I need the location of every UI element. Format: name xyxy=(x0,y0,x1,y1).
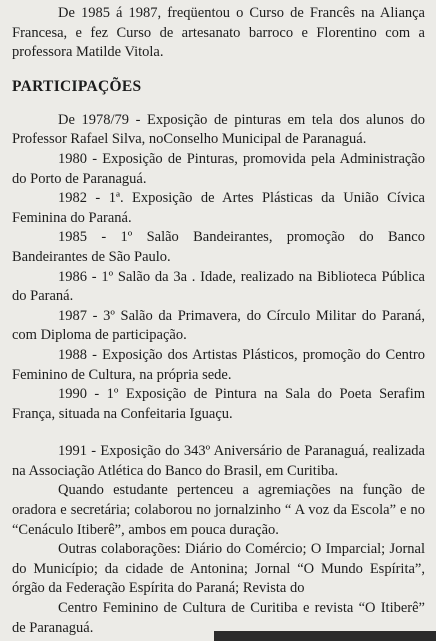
list-item: 1986 - 1º Salão da 3a . Idade, realizado na Biblioteca Pública do Paraná. xyxy=(12,268,425,305)
list-item: 1985 - 1º Salão Bandeirantes, promoção do Banco Bandeirantes de São Paulo. xyxy=(12,229,425,265)
exhibition-1991-paragraph: 1991 - Exposição do 343º Aniversário de Paranaguá, realizada na Associação Atlética do Banco do Brasil, em Curitiba. xyxy=(12,443,425,479)
student-paragraph: Quando estudante pertenceu a agremiações na função de oradora e secretária; colaborou no jornalzinho “ A voz da Escola” e no “Cenáculo Itiberê”, ambos em pouca duração. xyxy=(12,482,425,538)
collaborations-continued: Centro Feminino de Cultura de Curitiba e revista “O Itiberê” de Paranaguá. xyxy=(12,600,425,636)
page-edge-bar xyxy=(214,631,436,641)
list-item: 1988 - Exposição dos Artistas Plásticos, promoção do Centro Feminino de Cultura, na própria sede. xyxy=(12,346,425,383)
list-item: 1980 - Exposição de Pinturas, promovida pela Administração do Porto de Paranaguá. xyxy=(12,150,425,187)
list-item: 1990 - 1º Exposição de Pintura na Sala do Poeta Serafim França, situada na Confeitaria Iguaçu. xyxy=(12,386,425,422)
document-page xyxy=(12,4,425,638)
list-item: De 1978/79 - Exposição de pinturas em tela dos alunos do Professor Rafael Silva, noConselho Municipal de Paranaguá. xyxy=(12,111,425,148)
collaborations-paragraph: Outras colaborações: Diário do Comércio; O Imparcial; Jornal do Município; da cidade de Antonina; Jornal “O Mundo Espírita”, órgão da Federação Espírita do Paraná; Revista do xyxy=(12,541,425,597)
participations-list xyxy=(12,111,425,425)
section-title: PARTICIPAÇÕES xyxy=(12,77,142,95)
list-item: 1987 - 3º Salão da Primavera, do Círculo Militar do Paraná, com Diploma de participação. xyxy=(12,307,425,344)
list-item: 1982 - 1ª. Exposição de Artes Plásticas da União Cívica Feminina do Paraná. xyxy=(12,190,425,226)
intro-paragraph: De 1985 á 1987, freqüentou o Curso de Francês na Aliança Francesa, e fez Curso de artesanato barroco e Florentino com a professora Matilde Vitola. xyxy=(12,5,425,61)
